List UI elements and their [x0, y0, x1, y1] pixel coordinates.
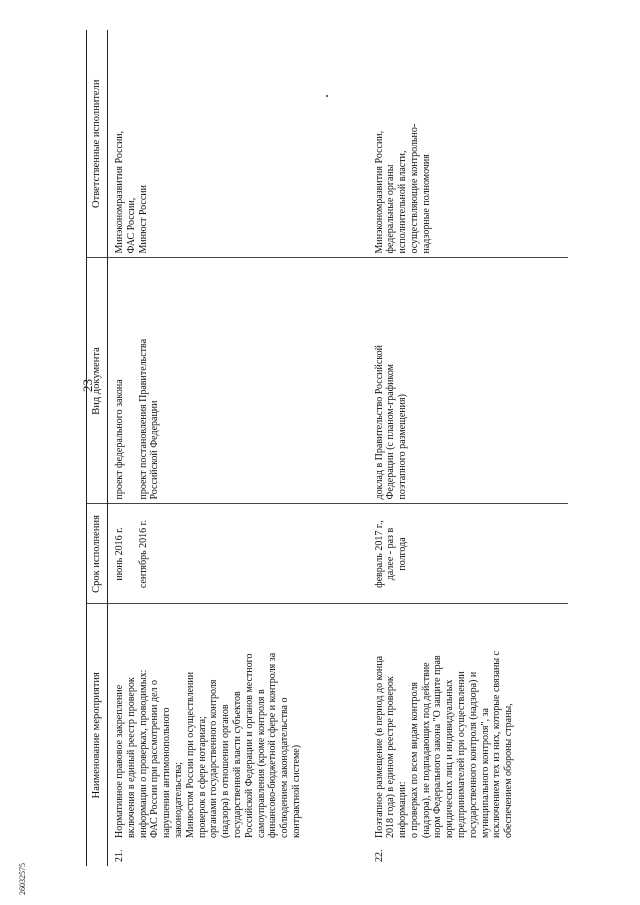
measures-table	[86, 30, 568, 866]
header-document-type: Вид документа	[87, 258, 108, 504]
rotated-page-content	[86, 30, 604, 866]
stray-mark	[326, 95, 328, 97]
table-row	[368, 30, 568, 866]
cell-document-type: проект федерального закона проект постановления Правительства Российской Федерации	[108, 258, 368, 504]
cell-deadline: февраль 2017 г., далее - раз в полгода	[368, 504, 568, 604]
document-id: 26032575	[18, 863, 27, 895]
measure-text: Нормативное правовое закрепление включения в единый реестр проверок информации о проверках, проводимых: ФАС России при рассмотрении дел о нарушении антимонопольного законодательства; Минюстом России при осуществлении проверок в сфере нотариата; органами государственного контроля (надзора) в отношении органов государственной власти субъектов Российской Федерации и органов местного самоуправления (кроме контроля в финансово-бюджетной сфере и контроля за соблюдением законодательства о контрактной системе)	[114, 652, 302, 838]
cell-responsible: Минэкономразвития России, ФАС России, Минюст России	[108, 30, 368, 258]
row-number: 22.	[373, 849, 385, 862]
header-measure-name: Наименование мероприятия	[87, 604, 108, 866]
cell-deadline: июнь 2016 г. сентябрь 2016 г.	[108, 504, 368, 604]
cell-measure-name	[108, 604, 368, 866]
cell-responsible: Минэкономразвития России, федеральные органы исполнительной власти, осуществляющие контрольно- надзорные полномочия	[368, 30, 568, 258]
table-header-row	[87, 30, 108, 866]
cell-measure-name	[368, 604, 568, 866]
page-number: 23	[80, 379, 95, 392]
cell-document-type: доклад в Правительство Российской Федерации (с планом-графиком поэтапного размещения)	[368, 258, 568, 504]
measure-text: Поэтапное размещение (в период до конца 2018 года) в едином реестре проверок информации: о проверках по всем видам контроля (надзора), не подпадающих под действие норм Федерального закона "О защите прав юридических лиц и индивидуальных предпринимателей при осуществлении государственного контроля (надзора) и муниципального контроля", за исключением тех из них, которые связаны с обеспечением обороны страны,	[373, 651, 515, 838]
table-row	[108, 30, 368, 866]
header-deadline: Срок исполнения	[87, 504, 108, 604]
header-responsible: Ответственные исполнители	[87, 30, 108, 258]
row-number: 21.	[114, 849, 125, 862]
